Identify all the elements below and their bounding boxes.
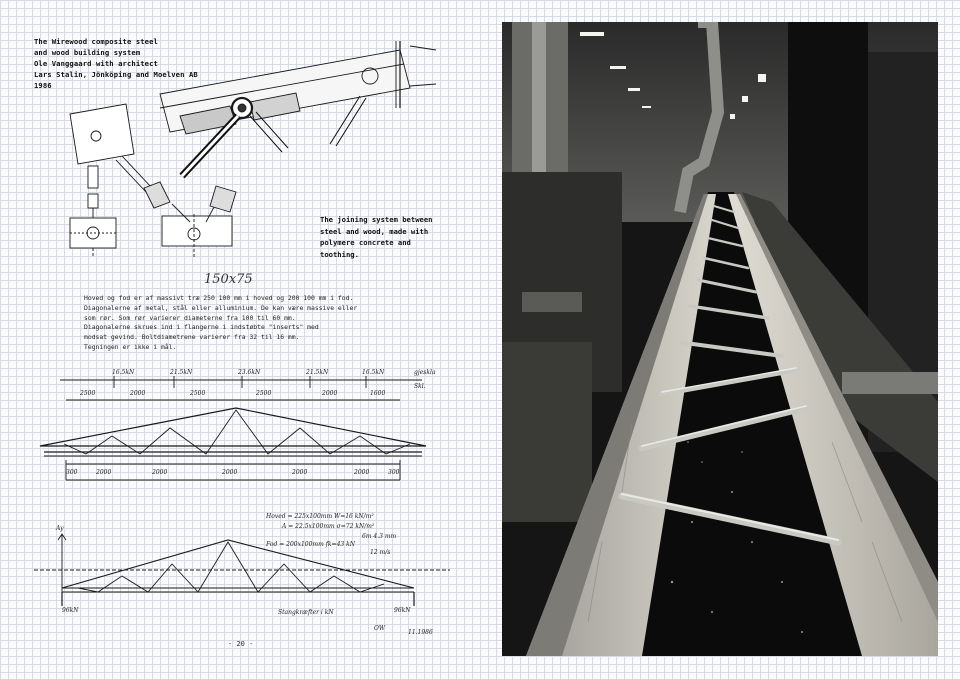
load-label: 16.5kN: [362, 369, 385, 376]
page-number: - 20 -: [228, 640, 254, 648]
factory-photo: [502, 22, 938, 656]
bottom-dimension: 2000: [292, 469, 308, 476]
support-reaction: 96kN: [62, 607, 79, 614]
axis-label: Ay: [56, 525, 64, 532]
truss-production-image: [502, 22, 938, 656]
design-note: 12 m/s: [370, 549, 391, 556]
top-dimension: 2000: [322, 390, 338, 397]
bottom-dimension: 2000: [152, 469, 168, 476]
caption-line: steel and wood, made with: [320, 226, 429, 236]
design-note: A = 22.5x100mm σ=72 kN/m²: [282, 523, 375, 530]
design-note: 6m 4.3 mm: [362, 533, 397, 540]
sketch-date: 11.1986: [408, 629, 433, 636]
description-line: som rør. Som rør varierer diameterne fra 100 til 60 mm.: [84, 313, 296, 322]
header-line: The Wirewood composite steel: [34, 37, 158, 46]
right-page: [480, 0, 960, 679]
handwritten-dimension: 150x75: [204, 272, 253, 287]
caption-line: polymere concrete and: [320, 238, 411, 247]
load-label: 21.5kN: [170, 369, 193, 376]
caption-line: toothing.: [320, 249, 359, 259]
header-line: Ole Vanggaard with architect: [34, 59, 158, 68]
load-label: 23.6kN: [238, 369, 261, 376]
description-line: Tegningen er ikke i mål.: [84, 342, 177, 351]
signature: OW: [374, 625, 386, 632]
description-text: [84, 294, 464, 353]
description-line: modsat gevind. Boltdiametrene varierer fra 32 til 16 mm.: [84, 333, 300, 342]
description-line: Diagonalerne af metal, stål eller alluminium. De kan være massive eller: [84, 303, 358, 312]
header-line: and wood building system: [34, 48, 141, 57]
joint-caption: [320, 214, 450, 260]
header-line: 1986: [34, 81, 52, 90]
side-note: gjeskla: [414, 369, 436, 376]
top-dimension: 2500: [80, 390, 96, 397]
description-line: Hoved og fod er af massivt træ 250 100 mm i hoved og 200 100 mm i fod.: [84, 294, 354, 302]
header-line: Lars Stalin, Jönköping and Moelven AB: [34, 70, 198, 79]
design-note: Fod = 200x100mm fk=43 kN: [266, 541, 356, 548]
design-note: Hoved = 225x100mm W=16 kN/m²: [266, 513, 374, 520]
top-dimension: 2500: [256, 390, 272, 397]
bottom-dimension: 300: [66, 469, 78, 476]
bottom-dimension: 2000: [96, 469, 112, 476]
bottom-dimension: 2000: [222, 469, 238, 476]
load-label: 21.5kN: [306, 369, 329, 376]
bottom-dimension: 2000: [354, 469, 370, 476]
load-label: 16.5kN: [112, 369, 135, 376]
top-dimension: 1600: [370, 390, 386, 397]
force-caption: Stangkræfter i kN: [278, 609, 334, 616]
side-note: Skl.: [414, 383, 426, 390]
top-dimension: 2500: [190, 390, 206, 397]
description-line: Diagonalerne skrues ind i flangerne i indstøbte "inserts" med: [84, 323, 319, 332]
force-diagram-sketch: [22, 508, 462, 640]
caption-line: The joining system between: [320, 215, 433, 224]
top-dimension: 2000: [130, 390, 146, 397]
truss-elevation-sketch: [30, 362, 450, 492]
support-reaction: 96kN: [394, 607, 411, 614]
bottom-dimension: 300: [388, 469, 400, 476]
